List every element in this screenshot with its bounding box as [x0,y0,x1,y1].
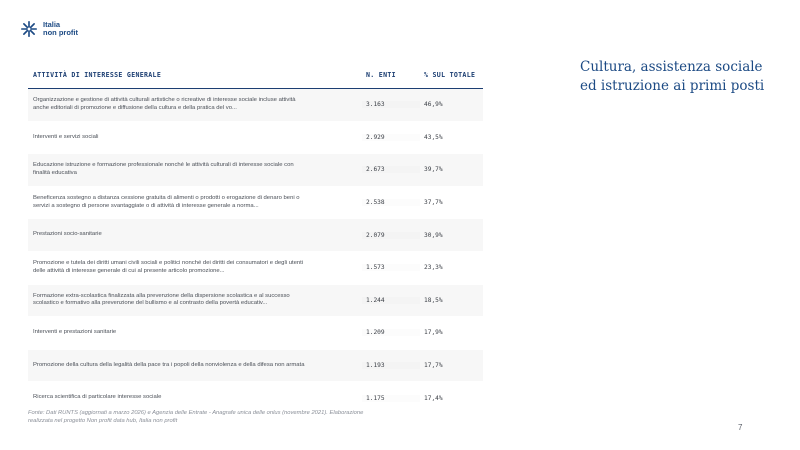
pct-cell: 18,5% [424,296,443,304]
page-number: 7 [738,423,743,432]
header-n-enti: N. ENTI [366,71,396,79]
pct-cell: 43,5% [424,133,443,141]
pct-cell: 37,7% [424,199,443,207]
pct-cell: 17,4% [424,394,443,402]
table-body [28,89,483,415]
header-pct: % SUL TOTALE [424,71,476,79]
n-enti-cell: 1.573 [366,264,385,272]
activity-cell: Interventi e servizi sociali [33,133,99,140]
n-enti-cell: 1.193 [366,362,385,370]
n-enti-cell: 3.163 [366,101,385,109]
page-title: Cultura, assistenza sociale ed istruzione ai primi posti [580,59,765,94]
logo-line-2: non profit [43,28,78,37]
n-enti-cell: 1.175 [366,394,385,402]
source-note: Fonte: Dati RUNTS (aggiornati a marzo 2026) e Agenzia delle Entrate - Anagrafe unica delle onlus (novembre 2021). Elaborazione realizzata nel progetto Non profit data hub, Italia non profit [28,410,364,424]
table-row [28,154,483,187]
pct-cell: 17,9% [424,329,443,337]
table-row [28,219,483,252]
activity-cell: Educazione istruzione e formazione professionale nonché le attività culturali di interesse sociale con finalità educativa [33,162,294,176]
n-enti-cell: 2.538 [366,199,385,207]
header-activity: ATTIVITÀ DI INTERESSE GENERALE [33,71,162,79]
pct-cell: 39,7% [424,166,443,174]
activity-cell: Organizzazione e gestione di attività culturali artistiche o ricreative di interesse sociale incluse attività anche editoriali di promozione e diffusione della cultura e della pratica del vo... [33,97,296,111]
n-enti-cell: 1.244 [366,296,385,304]
table-row [28,89,483,122]
activity-cell: Promozione e tutela dei diritti umani civili sociali e politici nonché dei diritti dei consumatori e degli utenti delle attività di interesse generale di cui al presente articolo promozione... [33,260,304,274]
asterisk-logo-icon [20,20,38,38]
pct-cell: 30,9% [424,231,443,239]
logo-text [43,21,78,37]
table-row [28,122,483,155]
logo [20,20,78,38]
activity-cell: Ricerca scientifica di particolare interesse sociale [33,394,162,401]
activity-cell: Formazione extra-scolastica finalizzata alla prevenzione della dispersione scolastica e al successo scolastico e formativo alla prevenzione del bullismo e al contrasto della povertà educativ... [33,292,290,307]
activity-cell: Prestazioni socio-sanitarie [33,231,102,238]
pct-cell: 17,7% [424,362,443,370]
table-row [28,350,483,383]
pct-cell: 46,9% [424,101,443,109]
n-enti-cell: 2.673 [366,166,385,174]
activity-cell: Interventi e prestazioni sanitarie [33,329,117,336]
n-enti-cell: 2.079 [366,231,385,239]
table-row [28,317,483,350]
table-row [28,285,483,318]
activities-table [28,62,483,415]
logo-line-1: Italia [43,20,61,29]
table-row [28,187,483,220]
activity-cell: Promozione della cultura della legalità della pace tra i popoli della nonviolenza e della difesa non armata [33,361,305,368]
pct-cell: 23,3% [424,264,443,272]
n-enti-cell: 2.929 [366,133,385,141]
n-enti-cell: 1.209 [366,329,385,337]
activity-cell: Beneficenza sostegno a distanza cessione gratuita di alimenti o prodotti o erogazione di denaro beni o servizi a sostegno di persone svantaggiate o di attività di interesse generale a norma... [33,194,300,209]
table-header [28,62,483,89]
table-row [28,252,483,285]
